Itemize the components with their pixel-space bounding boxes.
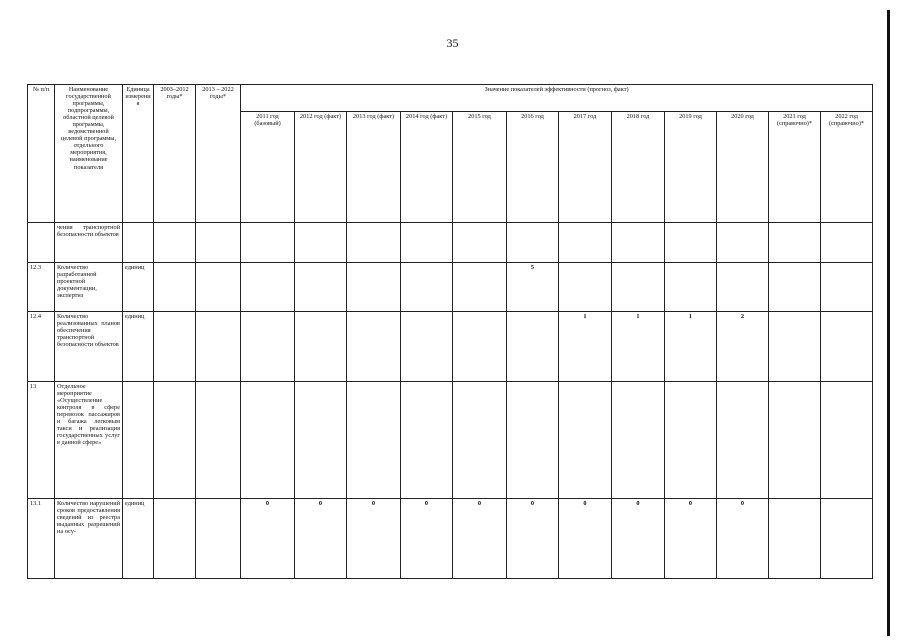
row-value-11 xyxy=(821,223,873,263)
row-value-5 xyxy=(507,223,559,263)
row-unit: единиц xyxy=(123,499,154,579)
row-value-10 xyxy=(769,382,821,499)
row-value-5: 0 xyxy=(507,499,559,579)
row-value-0 xyxy=(241,223,295,263)
row-value-0: 0 xyxy=(241,499,295,579)
header-2013-2022: 2013 – 2022 годы* xyxy=(196,85,241,223)
row-num: 13.1 xyxy=(28,499,55,579)
row-2013-2022 xyxy=(196,223,241,263)
header-values-group: Значение показателей эффективности (прогноз, факт) xyxy=(241,85,873,112)
row-unit xyxy=(123,382,154,499)
indicators-table xyxy=(27,84,873,579)
row-value-9 xyxy=(717,223,769,263)
row-value-7: 0 xyxy=(612,499,665,579)
row-2013-2022 xyxy=(196,499,241,579)
row-value-8: 0 xyxy=(665,499,717,579)
row-value-9: 2 xyxy=(717,312,769,382)
row-value-11 xyxy=(821,382,873,499)
table-row xyxy=(28,499,873,579)
row-value-11 xyxy=(821,499,873,579)
row-value-10 xyxy=(769,263,821,312)
header-year-2: 2013 год (факт) xyxy=(347,112,401,223)
row-value-9: 0 xyxy=(717,499,769,579)
row-value-9 xyxy=(717,263,769,312)
row-value-6: 0 xyxy=(559,499,612,579)
row-num: 12.4 xyxy=(28,312,55,382)
row-2003-2012 xyxy=(154,499,196,579)
header-year-7: 2018 год xyxy=(612,112,665,223)
header-year-0: 2011 год (базовый) xyxy=(241,112,295,223)
row-value-3 xyxy=(401,223,453,263)
row-value-0 xyxy=(241,312,295,382)
row-value-1 xyxy=(295,223,347,263)
row-value-3: 0 xyxy=(401,499,453,579)
row-unit xyxy=(123,223,154,263)
row-num xyxy=(28,223,55,263)
row-value-6 xyxy=(559,263,612,312)
row-value-2 xyxy=(347,382,401,499)
table-row xyxy=(28,382,873,499)
row-value-5 xyxy=(507,382,559,499)
row-name: чения транспортной безопасности объектов xyxy=(55,223,123,263)
row-value-4: 0 xyxy=(453,499,507,579)
row-value-3 xyxy=(401,312,453,382)
row-num: 13 xyxy=(28,382,55,499)
row-value-10 xyxy=(769,312,821,382)
row-value-11 xyxy=(821,263,873,312)
row-value-6: 1 xyxy=(559,312,612,382)
row-value-2 xyxy=(347,312,401,382)
row-value-4 xyxy=(453,312,507,382)
header-year-6: 2017 год xyxy=(559,112,612,223)
row-value-4 xyxy=(453,382,507,499)
row-value-7 xyxy=(612,382,665,499)
row-num: 12.3 xyxy=(28,263,55,312)
row-2013-2022 xyxy=(196,263,241,312)
header-year-4: 2015 год xyxy=(453,112,507,223)
row-value-0 xyxy=(241,382,295,499)
row-name: Отдельное мероприятие «Осуществление контроля в сфере перевозок пассажиров и багажа легковым такси и реализация государственных услуг в данной сфере» xyxy=(55,382,123,499)
row-value-1 xyxy=(295,312,347,382)
row-value-7: 1 xyxy=(612,312,665,382)
row-2013-2022 xyxy=(196,312,241,382)
row-value-11 xyxy=(821,312,873,382)
row-name: Количество нарушений сроков предоставления сведений из реестра выданных разрешений на осу- xyxy=(55,499,123,579)
header-year-9: 2020 год xyxy=(717,112,769,223)
row-value-8 xyxy=(665,382,717,499)
row-2003-2012 xyxy=(154,382,196,499)
header-num: № п/п xyxy=(28,85,55,223)
row-value-2 xyxy=(347,223,401,263)
row-name: Количество разработанной проектной документации, экспертиз xyxy=(55,263,123,312)
row-name: Количество реализованных планов обеспечения транспортной безопасности объектов xyxy=(55,312,123,382)
page-edge-shadow xyxy=(887,10,890,636)
header-year-5: 2016 год xyxy=(507,112,559,223)
table-row xyxy=(28,263,873,312)
row-2013-2022 xyxy=(196,382,241,499)
row-value-0 xyxy=(241,263,295,312)
row-value-2 xyxy=(347,263,401,312)
row-value-10 xyxy=(769,223,821,263)
header-year-11: 2022 год (справочно)* xyxy=(821,112,873,223)
table-row xyxy=(28,312,873,382)
row-value-1 xyxy=(295,263,347,312)
row-value-8: 1 xyxy=(665,312,717,382)
row-value-2: 0 xyxy=(347,499,401,579)
row-value-9 xyxy=(717,382,769,499)
row-value-4 xyxy=(453,263,507,312)
table-row xyxy=(28,223,873,263)
row-value-1: 0 xyxy=(295,499,347,579)
row-value-6 xyxy=(559,382,612,499)
header-2003-2012: 2003–2012 годы* xyxy=(154,85,196,223)
row-value-7 xyxy=(612,263,665,312)
row-2003-2012 xyxy=(154,263,196,312)
row-value-5 xyxy=(507,312,559,382)
row-value-8 xyxy=(665,263,717,312)
page-number: 35 xyxy=(446,36,459,50)
row-value-1 xyxy=(295,382,347,499)
header-year-1: 2012 год (факт) xyxy=(295,112,347,223)
header-year-8: 2019 год xyxy=(665,112,717,223)
row-value-3 xyxy=(401,382,453,499)
row-unit: единиц xyxy=(123,312,154,382)
header-unit: Единица измерения xyxy=(123,85,154,223)
row-value-5: 5 xyxy=(507,263,559,312)
row-value-7 xyxy=(612,223,665,263)
row-value-10 xyxy=(769,499,821,579)
header-year-10: 2021 год (справочно)* xyxy=(769,112,821,223)
row-unit: единиц xyxy=(123,263,154,312)
header-year-3: 2014 год (факт) xyxy=(401,112,453,223)
row-2003-2012 xyxy=(154,312,196,382)
row-value-3 xyxy=(401,263,453,312)
row-value-6 xyxy=(559,223,612,263)
header-name: Наименование государственной программы, подпрограммы, областной целевой программы, ведомственной целевой программы, отдельного мероприятия, наименование показателя xyxy=(55,85,123,223)
row-value-4 xyxy=(453,223,507,263)
row-2003-2012 xyxy=(154,223,196,263)
row-value-8 xyxy=(665,223,717,263)
